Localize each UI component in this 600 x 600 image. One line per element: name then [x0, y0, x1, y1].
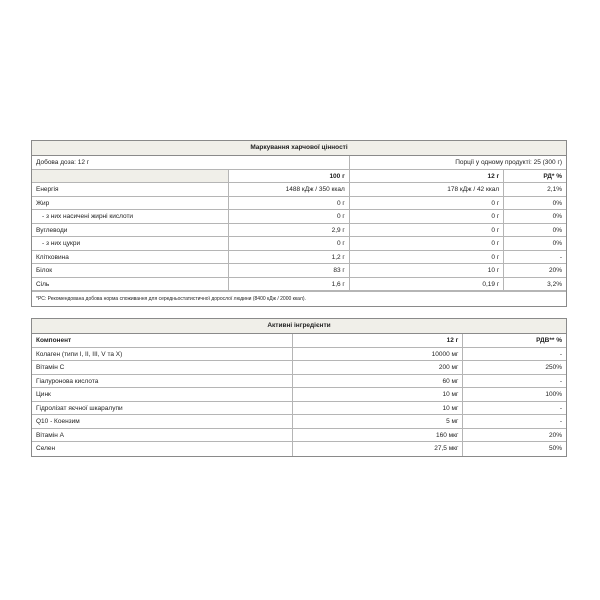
- nutrient-name: Клітковина: [36, 253, 69, 261]
- header-100g: 100 г: [228, 170, 349, 183]
- table-row: [32, 210, 566, 224]
- value-12g: 10 г: [349, 264, 503, 277]
- value-12g: 0 г: [349, 224, 503, 237]
- component-name: Вітамін С: [36, 364, 65, 371]
- component-name: Вітамін А: [36, 431, 64, 439]
- nutrient-name: Білок: [36, 267, 53, 274]
- value-100g: 1488 кДж / 350 ккал: [228, 183, 349, 196]
- value-rd: 0%: [503, 210, 566, 223]
- component-amount: 10 мг: [292, 388, 462, 401]
- table-row: [32, 348, 566, 362]
- value-rd: 20%: [503, 264, 566, 277]
- active-header-row: [32, 334, 566, 348]
- value-100g: 0 г: [228, 210, 349, 223]
- value-rd: 0%: [503, 224, 566, 237]
- value-rd: 0%: [503, 237, 566, 250]
- nutrient-name: Вуглеводи: [36, 226, 68, 234]
- table-row: [32, 183, 566, 197]
- table-row: [32, 442, 566, 456]
- component-amount: 5 мг: [292, 415, 462, 428]
- value-rd: 0%: [503, 197, 566, 210]
- nutrient-name: Жир: [36, 199, 50, 207]
- value-100g: 0 г: [228, 197, 349, 210]
- header-12g: 12 г: [292, 334, 462, 347]
- component-rdv: 20%: [462, 429, 566, 442]
- table-row: [32, 264, 566, 278]
- nutrient-name: Енергія: [36, 186, 59, 193]
- table-row: [32, 375, 566, 389]
- value-rd: 2,1%: [503, 183, 566, 196]
- table-row: [32, 251, 566, 265]
- value-rd: 3,2%: [503, 278, 566, 291]
- component-name: Гідролізат яєчної шкаралупи: [36, 404, 123, 412]
- component-rdv: 50%: [462, 442, 566, 456]
- table-row: [32, 388, 566, 402]
- nutrition-header-row: [32, 170, 566, 184]
- component-amount: 10000 мг: [292, 348, 462, 361]
- nutrient-name: Сіль: [36, 280, 50, 288]
- component-name: Q10 - Коензим: [36, 418, 80, 425]
- value-100g: 1,2 г: [228, 251, 349, 264]
- table-row: [32, 197, 566, 211]
- portions-count: Порції у одному продукті: 25 (300 г): [349, 156, 566, 169]
- component-amount: 10 мг: [292, 402, 462, 415]
- header-empty: [32, 170, 228, 183]
- header-rdv: РДВ** %: [462, 334, 566, 347]
- value-rd: -: [503, 251, 566, 264]
- active-title: Активні інгредієнти: [32, 319, 566, 334]
- value-12g: 178 кДж / 42 ккал: [349, 183, 503, 196]
- component-name: Цинк: [36, 391, 51, 398]
- footnote: *РС: Рекомендована добова норма споживання для середньостатистичної дорослої людини (8400 кДж / 2000 ккал).: [32, 291, 566, 306]
- component-amount: 200 мг: [292, 361, 462, 374]
- header-rd: РД* %: [503, 170, 566, 183]
- component-amount: 160 мкг: [292, 429, 462, 442]
- nutrient-name: - з них насичені жирні кислоти: [42, 213, 134, 220]
- component-name: Колаген (типи I, II, III, V та X): [36, 350, 123, 358]
- value-12g: 0 г: [349, 197, 503, 210]
- component-name: Гіалуронова кислота: [36, 377, 99, 385]
- component-rdv: 100%: [462, 388, 566, 401]
- table-row: [32, 361, 566, 375]
- component-rdv: 250%: [462, 361, 566, 374]
- component-rdv: -: [462, 402, 566, 415]
- value-12g: 0 г: [349, 251, 503, 264]
- value-100g: 1,6 г: [228, 278, 349, 291]
- nutrition-table: [31, 140, 567, 307]
- value-12g: 0 г: [349, 237, 503, 250]
- value-12g: 0,19 г: [349, 278, 503, 291]
- table-row: [32, 415, 566, 429]
- value-12g: 0 г: [349, 210, 503, 223]
- component-rdv: -: [462, 375, 566, 388]
- component-name: Селен: [36, 445, 56, 452]
- table-row: [32, 429, 566, 443]
- component-amount: 27,5 мкг: [292, 442, 462, 456]
- component-amount: 60 мг: [292, 375, 462, 388]
- active-ingredients-table: [31, 318, 567, 457]
- value-100g: 2,9 г: [228, 224, 349, 237]
- nutrition-title: Маркування харчової цінності: [32, 141, 566, 156]
- header-12g: 12 г: [349, 170, 503, 183]
- header-component: Компонент: [36, 337, 72, 344]
- value-100g: 83 г: [228, 264, 349, 277]
- component-rdv: -: [462, 415, 566, 428]
- table-row: [32, 278, 566, 292]
- daily-dose: Добова доза: 12 г: [36, 159, 90, 166]
- dose-row: [32, 156, 566, 170]
- nutrient-name: - з них цукри: [42, 240, 81, 247]
- value-100g: 0 г: [228, 237, 349, 250]
- table-row: [32, 224, 566, 238]
- table-row: [32, 402, 566, 416]
- table-row: [32, 237, 566, 251]
- component-rdv: -: [462, 348, 566, 361]
